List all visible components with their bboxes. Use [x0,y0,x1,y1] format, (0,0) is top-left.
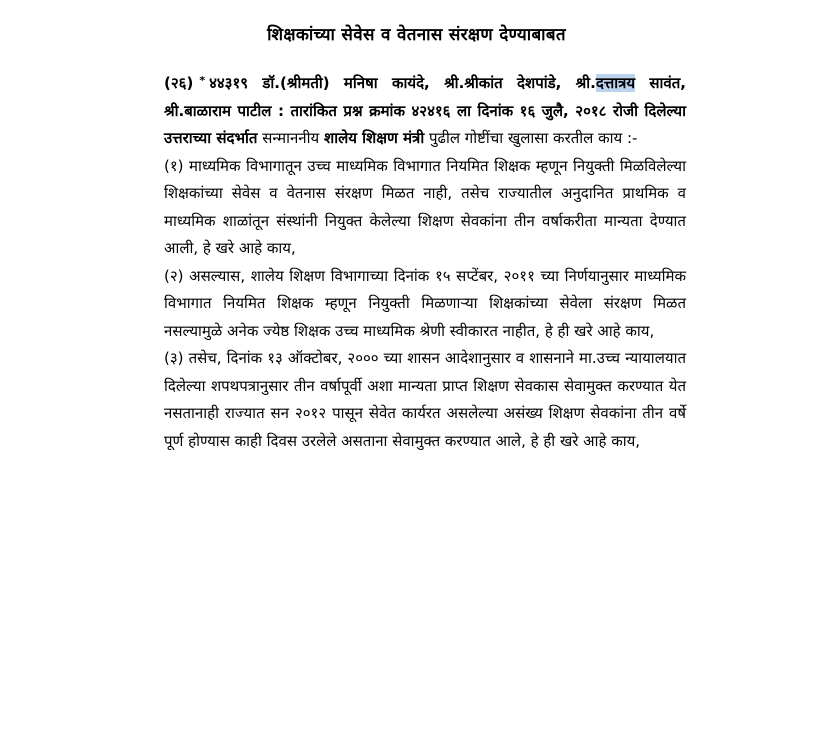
question-intro: पुढील गोष्टींचा खुलासा करतील काय :- [424,129,638,147]
starred-marker: * [199,74,206,87]
question-heading [164,70,686,153]
addressee-prefix: सन्माननीय [257,129,324,147]
question-paragraph-3: (३) तसेच, दिनांक १३ ऑक्टोबर, २००० च्या शासन आदेशानुसार व शासनाने मा.उच्च न्यायालयात दिलेल्या शपथपत्रानुसार तीन वर्षापूर्वी अशा मान्यता प्राप्त शिक्षण सेवकास सेवामुक्त करण्यात येत नसतानाही राज्यात सन २०१२ पासून सेवेत कार्यरत असलेल्या असंख्य शिक्षण सेवकांना तीन वर्षे पूर्ण होण्यास काही दिवस उरलेले असताना सेवामुक्त करण्यात आले, हे ही खरे आहे काय, [164,349,686,450]
question-members-continued: सावंत, श्री.बाळाराम पाटील : तारांकित प्रश्न क्रमांक ४२४१६ ला दिनांक १६ जुलै, २०१८ रोजी दिलेल्या उत्तराच्या संदर्भात [164,74,686,147]
highlighted-selection[interactable]: दत्तात्रय [595,74,636,92]
question-number: (२६) [164,74,194,92]
minister-title: शालेय शिक्षण मंत्री [324,129,425,147]
question-members: ४४३१९ डॉ.(श्रीमती) मनिषा कायंदे, श्री.श्रीकांत देशपांडे, श्री. [209,74,596,92]
question-paragraph-2: (२) असल्यास, शालेय शिक्षण विभागाच्या दिनांक १५ सप्टेंबर, २०११ च्या निर्णयानुसार माध्यमिक विभागात नियमित शिक्षक म्हणून नियुक्ती मिळणाऱ्या शिक्षकांच्या सेवेला संरक्षण मिळत नसल्यामुळे अनेक ज्येष्ठ शिक्षक उच्च माध्यमिक श्रेणी स्वीकारत नाहीत, हे ही खरे आहे काय, [164,266,686,340]
question-paragraph-1: (१) माध्यमिक विभागातून उच्च माध्यमिक विभागात नियमित शिक्षक म्हणून नियुक्ती मिळविलेल्या शिक्षकांच्या सेवेस व वेतनास संरक्षण मिळत नाही, तसेच राज्यातील अनुदानित प्राथमिक व माध्यमिक शाळांतून संस्थांनी नियुक्त केलेल्या शिक्षण सेवकांना तीन वर्षाकरीता मान्यता देण्यात आली, हे खरे आहे काय, [164,156,686,257]
page-title: शिक्षकांच्या सेवेस व वेतनास संरक्षण देण्याबाबत [267,25,566,45]
document-body [164,70,686,455]
